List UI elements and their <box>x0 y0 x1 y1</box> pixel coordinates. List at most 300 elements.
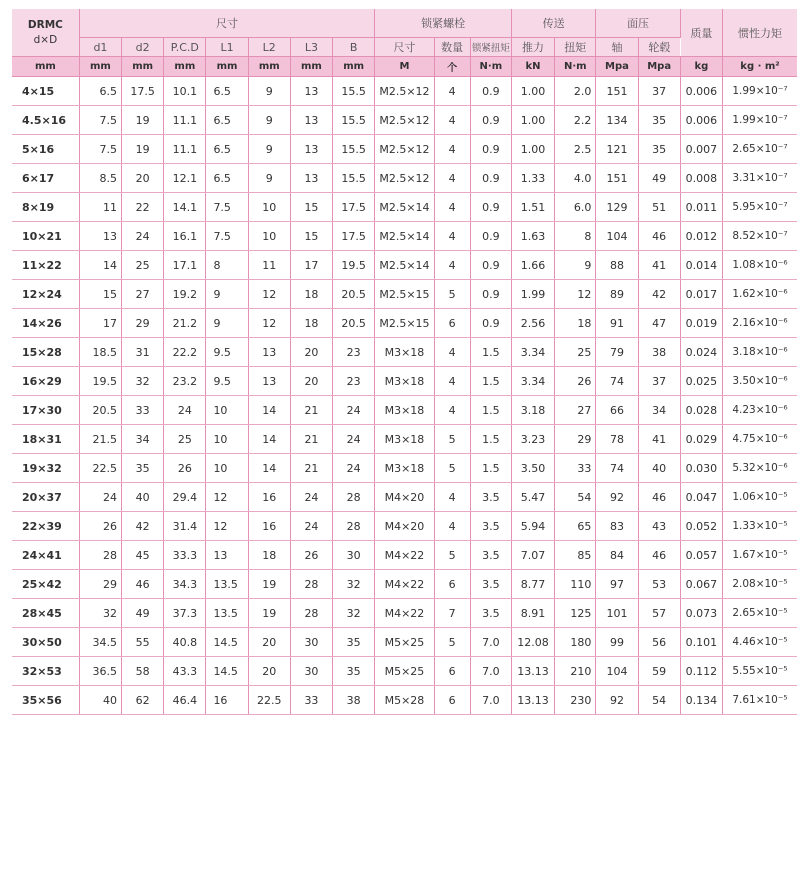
cell-bolt-torque: 7.0 <box>470 657 511 686</box>
cell-bolt-size: M2.5×14 <box>375 251 434 280</box>
cell-b: 24 <box>333 425 375 454</box>
cell-b: 17.5 <box>333 222 375 251</box>
cell-inertia: 1.67×10⁻⁵ <box>722 541 797 570</box>
cell-mass: 0.024 <box>680 338 722 367</box>
cell-d1: 7.5 <box>79 135 121 164</box>
col-l1: L1 <box>206 38 248 57</box>
col-pcd: P.C.D <box>164 38 206 57</box>
cell-bolt-qty: 4 <box>434 483 470 512</box>
cell-d2: 32 <box>122 367 164 396</box>
cell-l2: 9 <box>248 106 290 135</box>
cell-torque: 125 <box>555 599 596 628</box>
cell-d2: 24 <box>122 222 164 251</box>
cell-mass: 0.047 <box>680 483 722 512</box>
table-row <box>12 512 797 541</box>
cell-d1: 8.5 <box>79 164 121 193</box>
cell-l3: 28 <box>290 599 332 628</box>
cell-shaft-pressure: 74 <box>596 454 638 483</box>
cell-thrust: 12.08 <box>511 628 554 657</box>
cell-d1: 11 <box>79 193 121 222</box>
unit-d1: mm <box>79 57 121 77</box>
cell-inertia: 1.33×10⁻⁵ <box>722 512 797 541</box>
cell-pcd: 10.1 <box>164 77 206 106</box>
cell-pcd: 19.2 <box>164 280 206 309</box>
group-transmit: 传送 <box>511 9 595 38</box>
cell-bolt-qty: 4 <box>434 251 470 280</box>
cell-shaft-pressure: 151 <box>596 164 638 193</box>
cell-thrust: 1.99 <box>511 280 554 309</box>
cell-shaft-pressure: 79 <box>596 338 638 367</box>
cell-bolt-qty: 6 <box>434 309 470 338</box>
cell-bolt-size: M4×20 <box>375 483 434 512</box>
cell-l3: 13 <box>290 135 332 164</box>
cell-hub-pressure: 41 <box>638 251 680 280</box>
cell-shaft-pressure: 99 <box>596 628 638 657</box>
cell-b: 15.5 <box>333 77 375 106</box>
header-row-groups <box>12 9 797 38</box>
cell-d1: 15 <box>79 280 121 309</box>
cell-mass: 0.012 <box>680 222 722 251</box>
cell-torque: 2.5 <box>555 135 596 164</box>
cell-l1: 14.5 <box>206 628 248 657</box>
cell-hub-pressure: 37 <box>638 77 680 106</box>
cell-d2: 34 <box>122 425 164 454</box>
cell-bolt-qty: 5 <box>434 628 470 657</box>
cell-shaft-pressure: 89 <box>596 280 638 309</box>
cell-thrust: 3.23 <box>511 425 554 454</box>
cell-b: 28 <box>333 483 375 512</box>
cell-mass: 0.067 <box>680 570 722 599</box>
cell-b: 32 <box>333 570 375 599</box>
cell-shaft-pressure: 91 <box>596 309 638 338</box>
cell-model: 25×42 <box>12 570 79 599</box>
cell-pcd: 23.2 <box>164 367 206 396</box>
cell-l3: 13 <box>290 164 332 193</box>
cell-bolt-size: M5×25 <box>375 628 434 657</box>
cell-l3: 15 <box>290 222 332 251</box>
cell-l3: 26 <box>290 541 332 570</box>
cell-l1: 13.5 <box>206 570 248 599</box>
cell-d2: 62 <box>122 686 164 715</box>
cell-thrust: 8.77 <box>511 570 554 599</box>
cell-hub-pressure: 46 <box>638 222 680 251</box>
cell-b: 24 <box>333 454 375 483</box>
table-row <box>12 280 797 309</box>
cell-bolt-torque: 3.5 <box>470 599 511 628</box>
cell-hub-pressure: 38 <box>638 338 680 367</box>
cell-l3: 20 <box>290 338 332 367</box>
cell-l2: 14 <box>248 454 290 483</box>
cell-bolt-size: M2.5×14 <box>375 222 434 251</box>
cell-b: 32 <box>333 599 375 628</box>
cell-l1: 10 <box>206 425 248 454</box>
model-label: DRMC <box>27 18 63 31</box>
cell-l3: 24 <box>290 483 332 512</box>
cell-d2: 25 <box>122 251 164 280</box>
unit-l3: mm <box>290 57 332 77</box>
cell-l3: 30 <box>290 628 332 657</box>
cell-torque: 25 <box>555 338 596 367</box>
cell-l1: 9 <box>206 280 248 309</box>
cell-bolt-torque: 0.9 <box>470 135 511 164</box>
cell-bolt-size: M3×18 <box>375 338 434 367</box>
cell-pcd: 46.4 <box>164 686 206 715</box>
table-row <box>12 599 797 628</box>
cell-l2: 13 <box>248 338 290 367</box>
cell-l2: 9 <box>248 135 290 164</box>
cell-bolt-size: M3×18 <box>375 454 434 483</box>
cell-bolt-size: M4×22 <box>375 541 434 570</box>
table-row <box>12 222 797 251</box>
cell-inertia: 1.08×10⁻⁶ <box>722 251 797 280</box>
cell-l1: 9.5 <box>206 367 248 396</box>
cell-pcd: 34.3 <box>164 570 206 599</box>
cell-shaft-pressure: 134 <box>596 106 638 135</box>
cell-hub-pressure: 35 <box>638 106 680 135</box>
unit-bolt-size: M <box>375 57 434 77</box>
cell-thrust: 5.47 <box>511 483 554 512</box>
cell-model: 32×53 <box>12 657 79 686</box>
cell-bolt-size: M4×22 <box>375 570 434 599</box>
cell-bolt-torque: 1.5 <box>470 396 511 425</box>
cell-mass: 0.101 <box>680 628 722 657</box>
cell-torque: 27 <box>555 396 596 425</box>
header-row-columns <box>12 38 797 57</box>
cell-d2: 33 <box>122 396 164 425</box>
cell-bolt-qty: 4 <box>434 135 470 164</box>
cell-d1: 29 <box>79 570 121 599</box>
cell-bolt-qty: 4 <box>434 222 470 251</box>
cell-pcd: 11.1 <box>164 106 206 135</box>
cell-mass: 0.029 <box>680 425 722 454</box>
cell-torque: 210 <box>555 657 596 686</box>
col-bolt-qty: 数量 <box>434 38 470 57</box>
cell-l1: 14.5 <box>206 657 248 686</box>
col-l2: L2 <box>248 38 290 57</box>
cell-l2: 9 <box>248 164 290 193</box>
cell-shaft-pressure: 66 <box>596 396 638 425</box>
cell-hub-pressure: 54 <box>638 686 680 715</box>
group-size: 尺寸 <box>79 9 374 38</box>
cell-model: 5×16 <box>12 135 79 164</box>
cell-bolt-torque: 0.9 <box>470 106 511 135</box>
cell-bolt-qty: 6 <box>434 686 470 715</box>
cell-l1: 10 <box>206 396 248 425</box>
cell-pcd: 40.8 <box>164 628 206 657</box>
cell-thrust: 1.00 <box>511 106 554 135</box>
cell-hub-pressure: 59 <box>638 657 680 686</box>
cell-l3: 24 <box>290 512 332 541</box>
table-row <box>12 570 797 599</box>
cell-shaft-pressure: 104 <box>596 657 638 686</box>
cell-bolt-torque: 0.9 <box>470 280 511 309</box>
cell-l3: 18 <box>290 309 332 338</box>
cell-bolt-size: M5×28 <box>375 686 434 715</box>
cell-d1: 20.5 <box>79 396 121 425</box>
cell-bolt-qty: 4 <box>434 77 470 106</box>
cell-bolt-torque: 0.9 <box>470 222 511 251</box>
cell-inertia: 1.99×10⁻⁷ <box>722 106 797 135</box>
cell-model: 35×56 <box>12 686 79 715</box>
cell-torque: 65 <box>555 512 596 541</box>
cell-bolt-torque: 0.9 <box>470 251 511 280</box>
cell-inertia: 1.62×10⁻⁶ <box>722 280 797 309</box>
cell-d2: 58 <box>122 657 164 686</box>
cell-d1: 7.5 <box>79 106 121 135</box>
cell-hub-pressure: 57 <box>638 599 680 628</box>
cell-inertia: 5.32×10⁻⁶ <box>722 454 797 483</box>
cell-hub-pressure: 53 <box>638 570 680 599</box>
cell-l2: 11 <box>248 251 290 280</box>
cell-shaft-pressure: 129 <box>596 193 638 222</box>
cell-mass: 0.019 <box>680 309 722 338</box>
cell-torque: 12 <box>555 280 596 309</box>
cell-bolt-torque: 1.5 <box>470 454 511 483</box>
cell-l1: 6.5 <box>206 135 248 164</box>
cell-b: 20.5 <box>333 309 375 338</box>
cell-pcd: 29.4 <box>164 483 206 512</box>
cell-bolt-size: M4×20 <box>375 512 434 541</box>
cell-inertia: 4.46×10⁻⁵ <box>722 628 797 657</box>
cell-bolt-torque: 3.5 <box>470 541 511 570</box>
cell-pcd: 25 <box>164 425 206 454</box>
table-row <box>12 164 797 193</box>
unit-mass: kg <box>680 57 722 77</box>
cell-mass: 0.030 <box>680 454 722 483</box>
cell-l3: 21 <box>290 454 332 483</box>
cell-thrust: 3.50 <box>511 454 554 483</box>
cell-l3: 28 <box>290 570 332 599</box>
cell-bolt-torque: 3.5 <box>470 512 511 541</box>
unit-torque: N·m <box>555 57 596 77</box>
cell-inertia: 1.06×10⁻⁵ <box>722 483 797 512</box>
header-row-units <box>12 57 797 77</box>
unit-inertia: kg · m² <box>722 57 797 77</box>
cell-d2: 35 <box>122 454 164 483</box>
cell-l1: 12 <box>206 512 248 541</box>
cell-shaft-pressure: 74 <box>596 367 638 396</box>
unit-b: mm <box>333 57 375 77</box>
cell-thrust: 7.07 <box>511 541 554 570</box>
cell-bolt-torque: 1.5 <box>470 367 511 396</box>
cell-l1: 9 <box>206 309 248 338</box>
cell-model: 16×29 <box>12 367 79 396</box>
cell-thrust: 1.51 <box>511 193 554 222</box>
cell-model: 8×19 <box>12 193 79 222</box>
cell-b: 23 <box>333 367 375 396</box>
cell-mass: 0.025 <box>680 367 722 396</box>
cell-d2: 19 <box>122 135 164 164</box>
cell-d2: 49 <box>122 599 164 628</box>
cell-d2: 22 <box>122 193 164 222</box>
cell-l2: 14 <box>248 425 290 454</box>
cell-inertia: 5.95×10⁻⁷ <box>722 193 797 222</box>
cell-hub-pressure: 40 <box>638 454 680 483</box>
table-row <box>12 454 797 483</box>
cell-bolt-torque: 7.0 <box>470 686 511 715</box>
cell-pcd: 33.3 <box>164 541 206 570</box>
cell-pcd: 21.2 <box>164 309 206 338</box>
table-row <box>12 425 797 454</box>
cell-bolt-size: M2.5×12 <box>375 77 434 106</box>
table-row <box>12 338 797 367</box>
cell-l3: 30 <box>290 657 332 686</box>
cell-bolt-qty: 4 <box>434 338 470 367</box>
cell-l2: 20 <box>248 628 290 657</box>
cell-thrust: 1.63 <box>511 222 554 251</box>
cell-pcd: 26 <box>164 454 206 483</box>
cell-bolt-qty: 7 <box>434 599 470 628</box>
cell-model: 22×39 <box>12 512 79 541</box>
cell-hub-pressure: 49 <box>638 164 680 193</box>
col-torque: 扭矩 <box>555 38 596 57</box>
cell-torque: 6.0 <box>555 193 596 222</box>
cell-d2: 42 <box>122 512 164 541</box>
cell-d1: 18.5 <box>79 338 121 367</box>
cell-d2: 40 <box>122 483 164 512</box>
cell-mass: 0.073 <box>680 599 722 628</box>
cell-b: 28 <box>333 512 375 541</box>
cell-model: 15×28 <box>12 338 79 367</box>
cell-pcd: 12.1 <box>164 164 206 193</box>
cell-torque: 9 <box>555 251 596 280</box>
cell-l1: 7.5 <box>206 193 248 222</box>
table-row <box>12 396 797 425</box>
cell-l2: 13 <box>248 367 290 396</box>
cell-model: 28×45 <box>12 599 79 628</box>
cell-l1: 12 <box>206 483 248 512</box>
cell-d2: 27 <box>122 280 164 309</box>
cell-hub-pressure: 46 <box>638 541 680 570</box>
cell-l2: 14 <box>248 396 290 425</box>
cell-hub-pressure: 37 <box>638 367 680 396</box>
cell-shaft-pressure: 92 <box>596 686 638 715</box>
cell-l1: 13 <box>206 541 248 570</box>
cell-model: 4.5×16 <box>12 106 79 135</box>
cell-b: 19.5 <box>333 251 375 280</box>
cell-d1: 40 <box>79 686 121 715</box>
cell-d2: 17.5 <box>122 77 164 106</box>
col-bolt-size: 尺寸 <box>375 38 434 57</box>
cell-d1: 32 <box>79 599 121 628</box>
cell-l1: 8 <box>206 251 248 280</box>
cell-bolt-qty: 6 <box>434 570 470 599</box>
cell-d2: 29 <box>122 309 164 338</box>
cell-l2: 19 <box>248 570 290 599</box>
cell-l3: 15 <box>290 193 332 222</box>
cell-bolt-qty: 5 <box>434 425 470 454</box>
cell-d2: 19 <box>122 106 164 135</box>
table-row <box>12 541 797 570</box>
cell-b: 35 <box>333 628 375 657</box>
cell-l3: 20 <box>290 367 332 396</box>
cell-bolt-size: M3×18 <box>375 396 434 425</box>
unit-bolt-qty: 个 <box>434 57 470 77</box>
cell-mass: 0.028 <box>680 396 722 425</box>
cell-l2: 16 <box>248 483 290 512</box>
unit-bolt-torque: N·m <box>470 57 511 77</box>
group-mass: 质量 <box>680 9 722 57</box>
cell-bolt-qty: 4 <box>434 367 470 396</box>
cell-l3: 18 <box>290 280 332 309</box>
cell-mass: 0.008 <box>680 164 722 193</box>
cell-model: 30×50 <box>12 628 79 657</box>
cell-model: 19×32 <box>12 454 79 483</box>
cell-b: 15.5 <box>333 106 375 135</box>
cell-inertia: 3.31×10⁻⁷ <box>722 164 797 193</box>
cell-torque: 2.2 <box>555 106 596 135</box>
cell-b: 15.5 <box>333 164 375 193</box>
cell-pcd: 31.4 <box>164 512 206 541</box>
table-row <box>12 367 797 396</box>
cell-model: 12×24 <box>12 280 79 309</box>
model-header <box>12 9 79 57</box>
cell-d2: 55 <box>122 628 164 657</box>
cell-b: 23 <box>333 338 375 367</box>
unit-l2: mm <box>248 57 290 77</box>
cell-bolt-torque: 0.9 <box>470 309 511 338</box>
cell-d1: 6.5 <box>79 77 121 106</box>
col-thrust: 推力 <box>511 38 554 57</box>
cell-bolt-torque: 1.5 <box>470 425 511 454</box>
cell-shaft-pressure: 151 <box>596 77 638 106</box>
cell-hub-pressure: 56 <box>638 628 680 657</box>
cell-model: 17×30 <box>12 396 79 425</box>
col-d1: d1 <box>79 38 121 57</box>
cell-inertia: 2.65×10⁻⁵ <box>722 599 797 628</box>
cell-bolt-size: M3×18 <box>375 425 434 454</box>
table-row <box>12 251 797 280</box>
cell-d1: 26 <box>79 512 121 541</box>
cell-l2: 12 <box>248 309 290 338</box>
cell-thrust: 2.56 <box>511 309 554 338</box>
cell-bolt-qty: 4 <box>434 164 470 193</box>
cell-inertia: 4.23×10⁻⁶ <box>722 396 797 425</box>
unit-model: mm <box>12 57 79 77</box>
cell-l2: 10 <box>248 193 290 222</box>
cell-shaft-pressure: 83 <box>596 512 638 541</box>
cell-thrust: 3.34 <box>511 338 554 367</box>
cell-l3: 33 <box>290 686 332 715</box>
cell-torque: 85 <box>555 541 596 570</box>
cell-torque: 4.0 <box>555 164 596 193</box>
cell-model: 10×21 <box>12 222 79 251</box>
table-row <box>12 657 797 686</box>
cell-l2: 9 <box>248 77 290 106</box>
cell-l2: 16 <box>248 512 290 541</box>
cell-hub-pressure: 41 <box>638 425 680 454</box>
cell-hub-pressure: 46 <box>638 483 680 512</box>
col-hub: 轮毂 <box>638 38 680 57</box>
cell-d2: 31 <box>122 338 164 367</box>
col-d2: d2 <box>122 38 164 57</box>
col-shaft: 轴 <box>596 38 638 57</box>
cell-b: 15.5 <box>333 135 375 164</box>
cell-torque: 33 <box>555 454 596 483</box>
unit-d2: mm <box>122 57 164 77</box>
cell-torque: 110 <box>555 570 596 599</box>
cell-bolt-torque: 0.9 <box>470 164 511 193</box>
cell-bolt-qty: 5 <box>434 280 470 309</box>
cell-inertia: 4.75×10⁻⁶ <box>722 425 797 454</box>
cell-d1: 14 <box>79 251 121 280</box>
unit-pcd: mm <box>164 57 206 77</box>
cell-inertia: 7.61×10⁻⁵ <box>722 686 797 715</box>
cell-d1: 19.5 <box>79 367 121 396</box>
cell-mass: 0.006 <box>680 106 722 135</box>
cell-mass: 0.014 <box>680 251 722 280</box>
cell-bolt-qty: 6 <box>434 657 470 686</box>
